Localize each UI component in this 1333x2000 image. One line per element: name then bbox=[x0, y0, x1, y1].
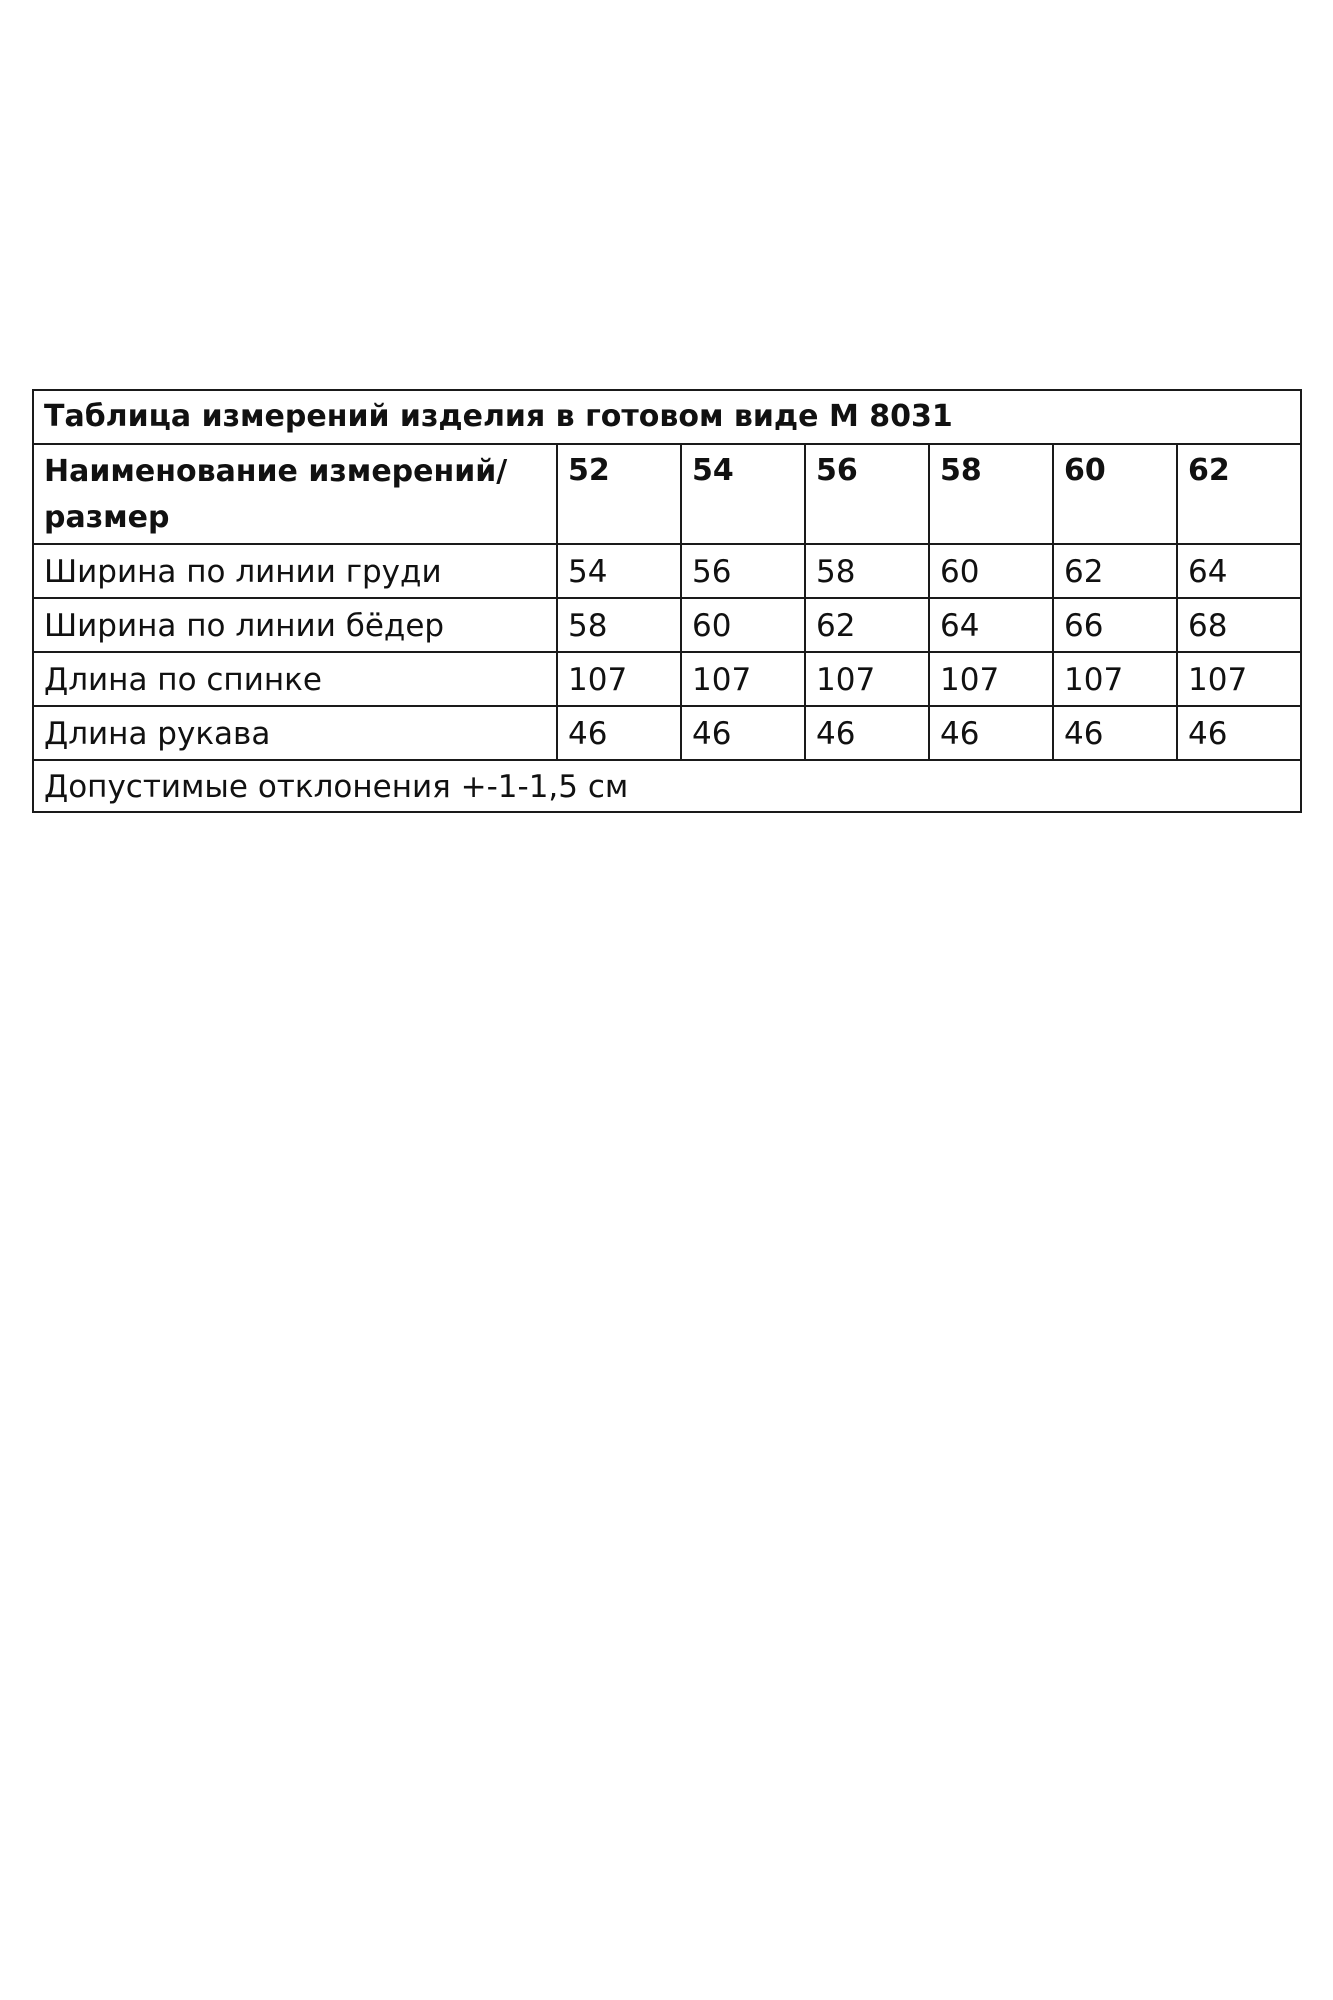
measurement-value: 107 bbox=[929, 652, 1053, 706]
table-header-row bbox=[33, 444, 1301, 544]
measurement-value: 54 bbox=[557, 544, 681, 598]
measurement-value: 58 bbox=[805, 544, 929, 598]
measurement-value: 46 bbox=[557, 706, 681, 760]
measurement-label: Ширина по линии бёдер bbox=[33, 598, 557, 652]
table-row bbox=[33, 652, 1301, 706]
table-title: Таблица измерений изделия в готовом виде М 8031 bbox=[33, 390, 1301, 444]
measurement-value: 56 bbox=[681, 544, 805, 598]
measurement-value: 46 bbox=[1177, 706, 1301, 760]
measurement-table bbox=[32, 389, 1302, 813]
measurement-value: 68 bbox=[1177, 598, 1301, 652]
measurement-value: 46 bbox=[929, 706, 1053, 760]
size-header: 52 bbox=[557, 444, 681, 544]
measurement-value: 107 bbox=[1177, 652, 1301, 706]
tolerance-note: Допустимые отклонения +-1-1,5 см bbox=[33, 760, 1301, 812]
measurement-value: 58 bbox=[557, 598, 681, 652]
measurement-label: Ширина по линии груди bbox=[33, 544, 557, 598]
measurement-value: 46 bbox=[805, 706, 929, 760]
measurement-value: 46 bbox=[1053, 706, 1177, 760]
table-note-row bbox=[33, 760, 1301, 812]
measurement-value: 107 bbox=[805, 652, 929, 706]
measurement-value: 60 bbox=[681, 598, 805, 652]
measurement-value: 62 bbox=[805, 598, 929, 652]
measurement-value: 62 bbox=[1053, 544, 1177, 598]
table-row bbox=[33, 706, 1301, 760]
measurement-label: Длина рукава bbox=[33, 706, 557, 760]
size-header: 58 bbox=[929, 444, 1053, 544]
measurement-value: 107 bbox=[1053, 652, 1177, 706]
measurement-value: 64 bbox=[1177, 544, 1301, 598]
size-header: 56 bbox=[805, 444, 929, 544]
measurement-value: 107 bbox=[557, 652, 681, 706]
measurement-name-header: Наименование измерений/размер bbox=[33, 444, 557, 544]
measurement-label: Длина по спинке bbox=[33, 652, 557, 706]
measurement-value: 66 bbox=[1053, 598, 1177, 652]
size-header: 60 bbox=[1053, 444, 1177, 544]
size-header: 54 bbox=[681, 444, 805, 544]
table-row bbox=[33, 544, 1301, 598]
table-row bbox=[33, 598, 1301, 652]
table-title-row bbox=[33, 390, 1301, 444]
measurement-value: 60 bbox=[929, 544, 1053, 598]
size-header: 62 bbox=[1177, 444, 1301, 544]
measurement-value: 46 bbox=[681, 706, 805, 760]
measurement-value: 107 bbox=[681, 652, 805, 706]
measurement-value: 64 bbox=[929, 598, 1053, 652]
